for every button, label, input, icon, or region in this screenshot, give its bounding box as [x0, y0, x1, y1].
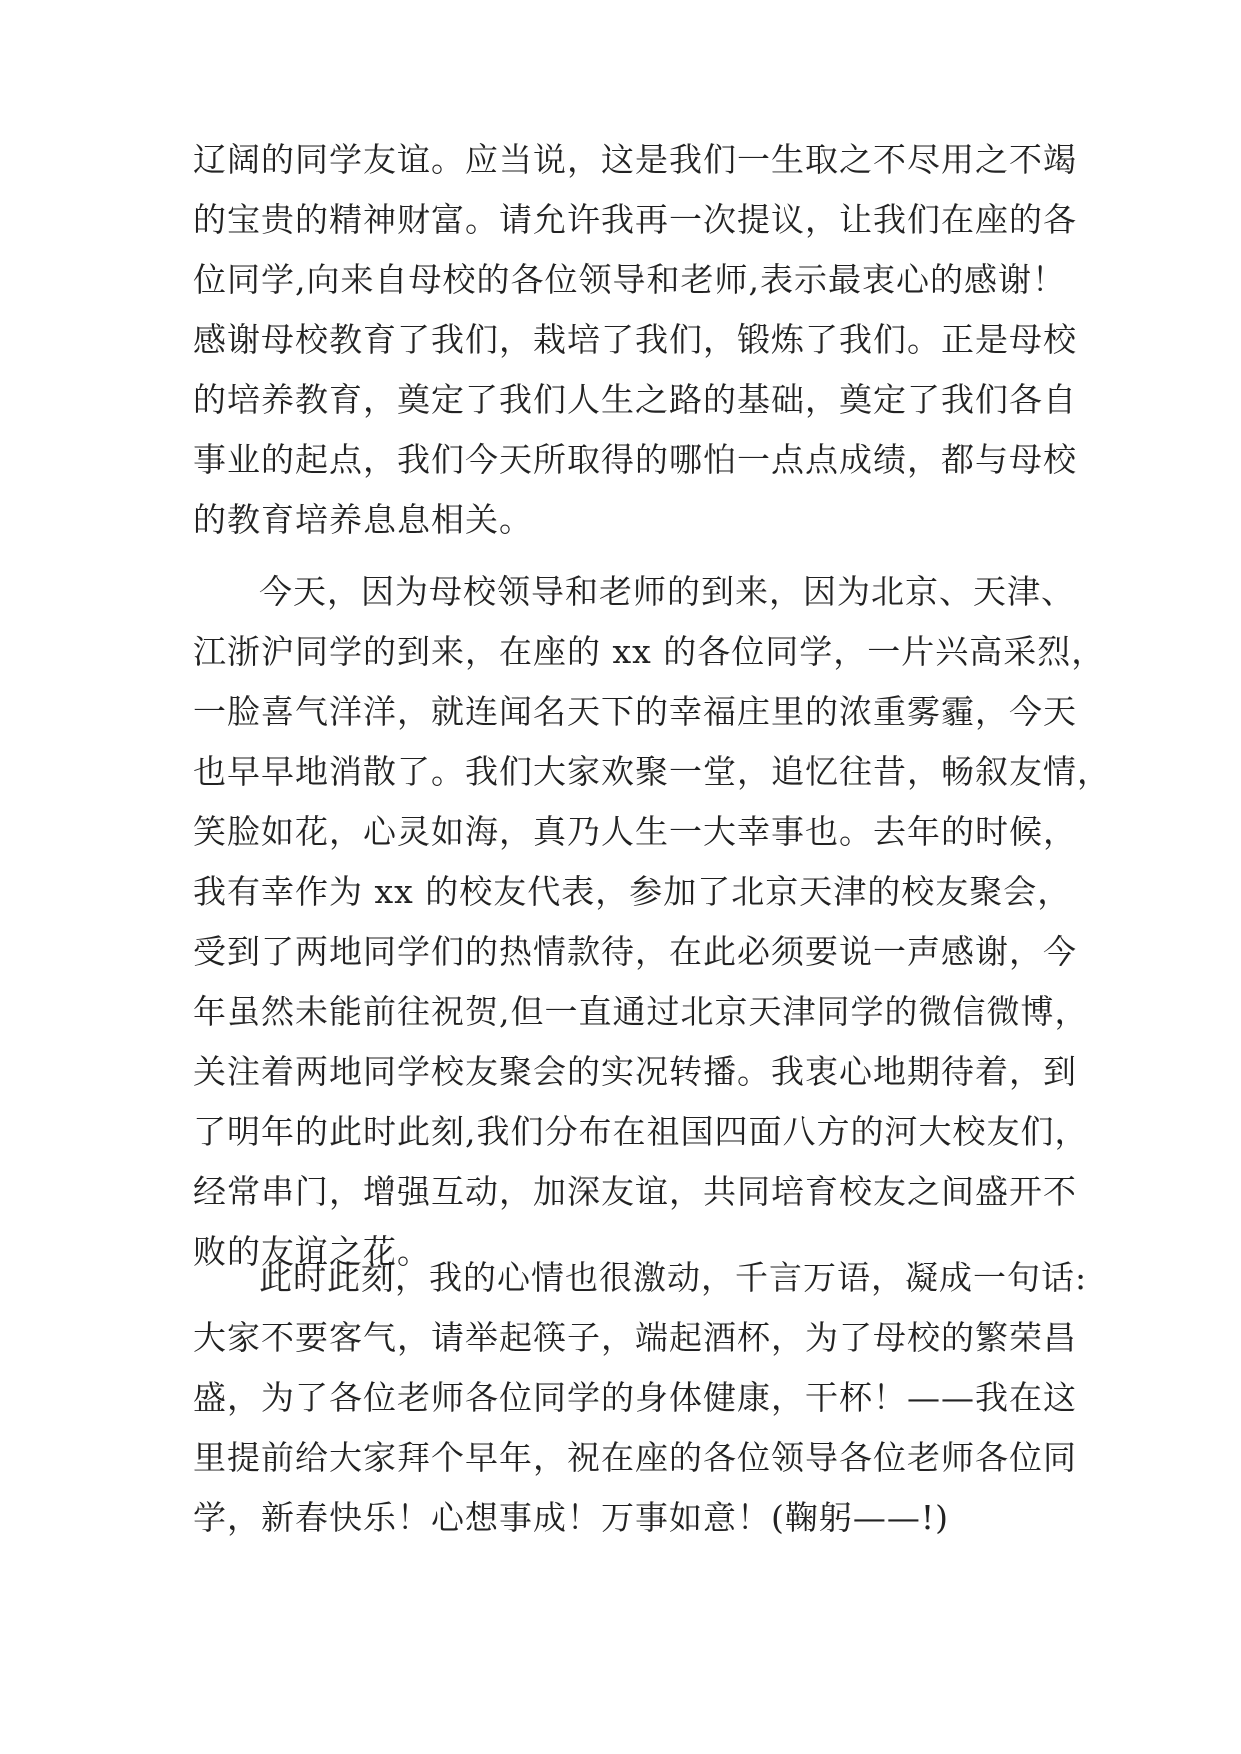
text-line: 的培养教育，奠定了我们人生之路的基础，奠定了我们各自 — [193, 380, 1077, 419]
text-line: 败的友谊之花。 — [193, 1232, 431, 1271]
text-line: 事业的起点，我们今天所取得的哪怕一点点成绩，都与母校 — [193, 440, 1077, 479]
text-line: 位同学,向来自母校的各位领导和老师,表示最衷心的感谢！ — [193, 260, 1066, 299]
text-line: 辽阔的同学友谊。应当说，这是我们一生取之不尽用之不竭 — [193, 140, 1077, 179]
text-line: 今天，因为母校领导和老师的到来，因为北京、天津、 — [259, 572, 1075, 611]
text-line: 里提前给大家拜个早年，祝在座的各位领导各位老师各位同 — [193, 1438, 1077, 1477]
text-line: 笑脸如花，心灵如海，真乃人生一大幸事也。去年的时候， — [193, 812, 1077, 851]
text-line: 我有幸作为 xx 的校友代表，参加了北京天津的校友聚会， — [193, 872, 1072, 911]
text-line: 受到了两地同学们的热情款待，在此必须要说一声感谢，今 — [193, 932, 1077, 971]
text-line: 也早早地消散了。我们大家欢聚一堂，追忆往昔，畅叙友情， — [193, 752, 1111, 791]
text-line: 江浙沪同学的到来，在座的 xx 的各位同学，一片兴高采烈， — [193, 632, 1106, 671]
text-line: 一脸喜气洋洋，就连闻名天下的幸福庄里的浓重雾霾，今天 — [193, 692, 1077, 731]
paragraph-3 — [193, 1248, 1088, 1548]
text-line: 年虽然未能前往祝贺,但一直通过北京天津同学的微信微博， — [193, 992, 1089, 1031]
paragraph-2 — [193, 562, 1111, 1282]
text-line: 感谢母校教育了我们，栽培了我们，锻炼了我们。正是母校 — [193, 320, 1077, 359]
text-line: 的教育培养息息相关。 — [193, 500, 533, 539]
text-line: 盛，为了各位老师各位同学的身体健康，干杯！——我在这 — [193, 1378, 1077, 1417]
text-line: 学，新春快乐！心想事成！万事如意！(鞠躬——!) — [193, 1498, 950, 1537]
text-line: 此时此刻，我的心情也很激动，千言万语，凝成一句话: — [259, 1258, 1088, 1297]
text-line: 经常串门，增强互动，加深友谊，共同培育校友之间盛开不 — [193, 1172, 1077, 1211]
text-line: 的宝贵的精神财富。请允许我再一次提议，让我们在座的各 — [193, 200, 1077, 239]
text-line: 了明年的此时此刻,我们分布在祖国四面八方的河大校友们， — [193, 1112, 1089, 1151]
text-line: 大家不要客气，请举起筷子，端起酒杯，为了母校的繁荣昌 — [193, 1318, 1077, 1357]
paragraph-1 — [193, 130, 1077, 550]
text-line: 关注着两地同学校友聚会的实况转播。我衷心地期待着，到 — [193, 1052, 1077, 1091]
